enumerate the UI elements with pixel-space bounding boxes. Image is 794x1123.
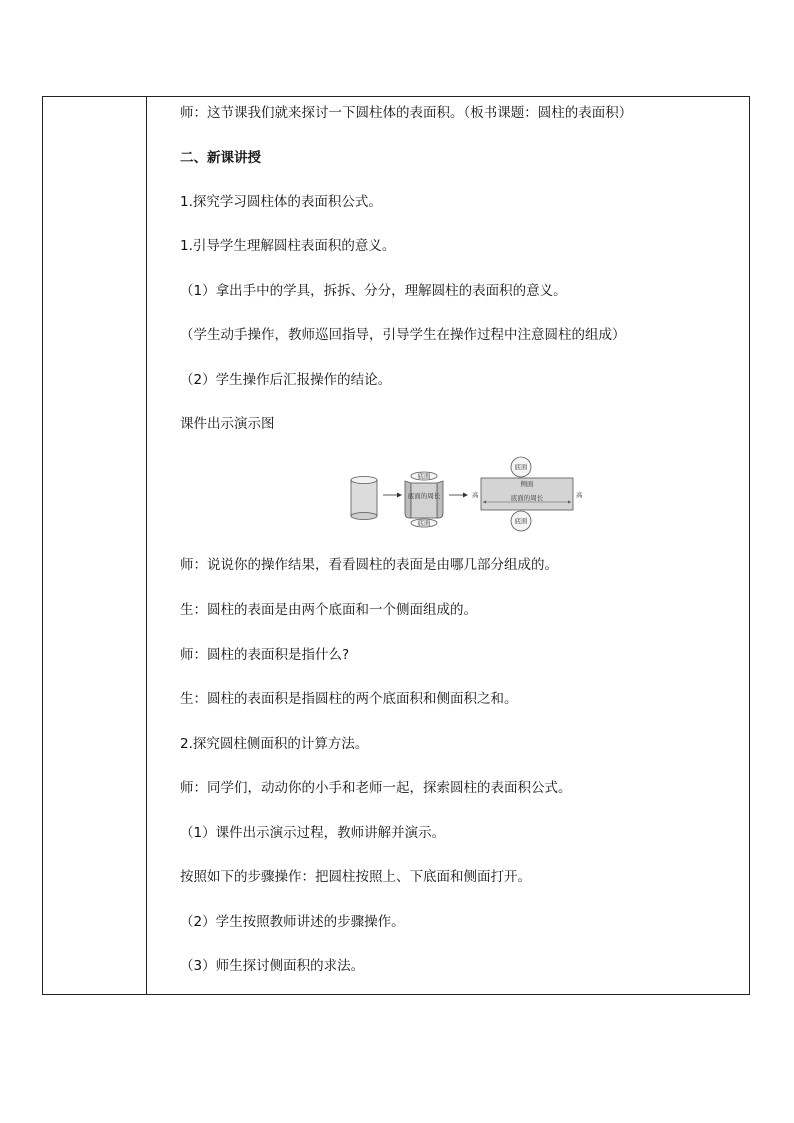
opened-cylinder-shape (405, 471, 443, 527)
arrow-icon (449, 493, 468, 498)
cylinder-unfold-figure (347, 455, 587, 537)
circumference-label: 底面的周长 (407, 492, 441, 500)
lesson-table (42, 96, 750, 995)
text-line: （1）拿出手中的学具，拆拆、分分，理解圆柱的表面积的意义。 (180, 283, 567, 299)
left-column (43, 97, 147, 994)
arrow-icon (383, 493, 402, 498)
base-label: 底面 (417, 472, 431, 480)
section-heading: 二、新课讲授 (180, 150, 261, 166)
text-line: 2.探究圆柱侧面积的计算方法。 (180, 736, 369, 752)
text-line: 师：同学们，动动你的小手和老师一起，探索圆柱的表面积公式。 (180, 780, 572, 796)
text-line: （3）师生探讨侧面积的求法。 (180, 958, 365, 974)
text-line: 课件出示演示图 (180, 416, 275, 432)
height-label: 高 (472, 491, 479, 499)
text-line: （学生动手操作，教师巡回指导，引导学生在操作过程中注意圆柱的组成） (180, 327, 626, 343)
text-line: 1.引导学生理解圆柱表面积的意义。 (180, 238, 396, 254)
height-label: 高 (576, 491, 583, 499)
side-label: 侧面 (520, 480, 534, 488)
circumference-label: 底面的周长 (510, 494, 544, 502)
text-line: 师：圆柱的表面积是指什么? (180, 647, 350, 663)
base-label: 底面 (514, 463, 528, 471)
cylinder-shape (351, 477, 377, 520)
base-label: 底面 (417, 519, 431, 527)
text-line: 师：这节课我们就来探讨一下圆柱体的表面积。（板书课题：圆柱的表面积） (180, 105, 633, 121)
text-line: 师：说说你的操作结果，看看圆柱的表面是由哪几部分组成的。 (180, 557, 558, 573)
text-line: （2）学生按照教师讲述的步骤操作。 (180, 914, 405, 930)
text-line: （1）课件出示演示过程，教师讲解并演示。 (180, 825, 446, 841)
base-label: 底面 (514, 517, 528, 525)
text-line: （2）学生操作后汇报操作的结论。 (180, 372, 392, 388)
lesson-content (147, 97, 749, 994)
text-line: 生：圆柱的表面是由两个底面和一个侧面组成的。 (180, 602, 477, 618)
cylinder-net-shape (472, 457, 583, 531)
text-line: 生：圆柱的表面积是指圆柱的两个底面积和侧面积之和。 (180, 691, 518, 707)
text-line: 按照如下的步骤操作：把圆柱按照上、下底面和侧面打开。 (180, 869, 531, 885)
text-line: 1.探究学习圆柱体的表面积公式。 (180, 194, 382, 210)
